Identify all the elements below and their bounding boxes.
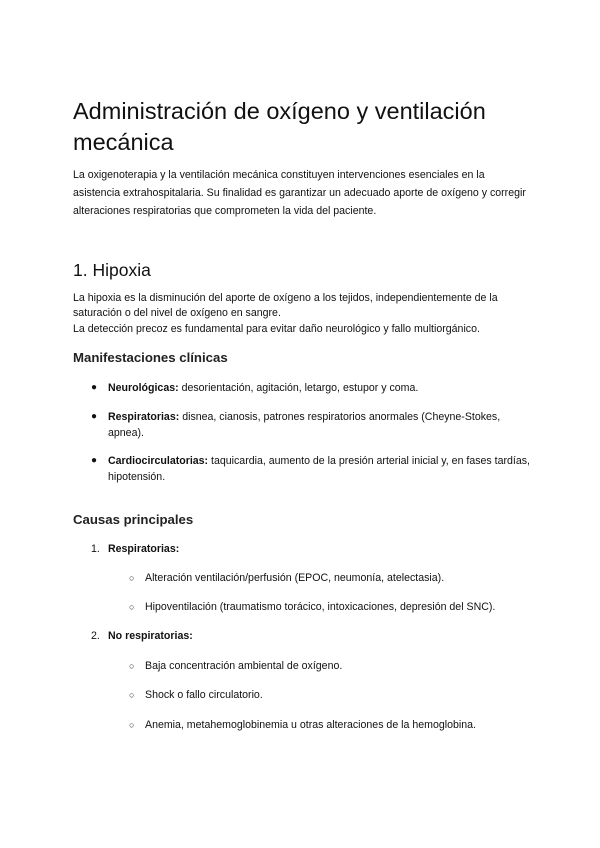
list-number: 1. — [91, 543, 100, 555]
sub-item-text: Hipoventilación (traumatismo torácico, intoxicaciones, depresión del SNC). — [145, 601, 496, 613]
list-number: 2. — [91, 630, 100, 642]
sub-item-text: Shock o fallo circulatorio. — [145, 689, 263, 701]
hipoxia-paragraph-line1: La hipoxia es la disminución del aporte de oxígeno a los tejidos, independientemente de la saturación o del nivel de oxígeno en sangre. — [73, 292, 498, 319]
section-heading-hipoxia: 1. Hipoxia — [73, 260, 151, 280]
bullet-icon: ● — [91, 382, 98, 393]
sub-item — [129, 570, 445, 586]
list-item-label: Cardiocirculatorias: — [108, 455, 209, 467]
list-item-label: Respiratorias: — [108, 411, 180, 423]
list-item-label: Neurológicas: — [108, 382, 179, 394]
subheading-causas: Causas principales — [73, 512, 194, 527]
numbered-item-no-respiratorias — [91, 628, 193, 644]
sub-item-text: Alteración ventilación/perfusión (EPOC, neumonía, atelectasia). — [145, 572, 445, 584]
sub-item — [129, 717, 476, 733]
circle-bullet-icon: ○ — [129, 661, 135, 671]
numbered-item-label: Respiratorias: — [108, 543, 180, 555]
numbered-item-label: No respiratorias: — [108, 630, 193, 642]
sub-item — [129, 658, 343, 674]
list-item-respiratorias — [91, 409, 533, 441]
list-item-text: desorientación, agitación, letargo, estupor y coma. — [178, 382, 419, 394]
bullet-icon: ● — [91, 411, 98, 422]
circle-bullet-icon: ○ — [129, 602, 135, 612]
list-item-text: disnea, cianosis, patrones respiratorios anormales (Cheyne-Stokes, apnea). — [108, 411, 501, 439]
circle-bullet-icon: ○ — [129, 720, 135, 730]
subheading-manifestaciones: Manifestaciones clínicas — [73, 350, 228, 365]
bullet-icon: ● — [91, 455, 98, 466]
list-item-cardiocirculatorias — [91, 453, 533, 485]
sub-item — [129, 599, 496, 615]
intro-paragraph: La oxigenoterapia y la ventilación mecánica constituyen intervenciones esenciales en la asistencia extrahospitalaria. Su finalidad es garantizar un adecuado aporte de oxígeno y corregir alteraciones respiratorias que comprometen la vida del paciente. — [73, 169, 526, 217]
document-title: Administración de oxígeno y ventilación mecánica — [73, 98, 486, 155]
hipoxia-paragraph-line2: La detección precoz es fundamental para evitar daño neurológico y fallo multiorgánico. — [73, 323, 480, 335]
numbered-item-respiratorias — [91, 541, 179, 557]
sub-item-text: Anemia, metahemoglobinemia u otras alteraciones de la hemoglobina. — [145, 719, 476, 731]
sub-item-text: Baja concentración ambiental de oxígeno. — [145, 660, 343, 672]
list-item-neurologicas — [91, 380, 533, 396]
circle-bullet-icon: ○ — [129, 573, 135, 583]
sub-item — [129, 687, 263, 703]
circle-bullet-icon: ○ — [129, 690, 135, 700]
list-item-text: taquicardia, aumento de la presión arterial inicial y, en fases tardías, hipotensión. — [108, 455, 531, 483]
hipoxia-paragraph — [73, 291, 533, 337]
